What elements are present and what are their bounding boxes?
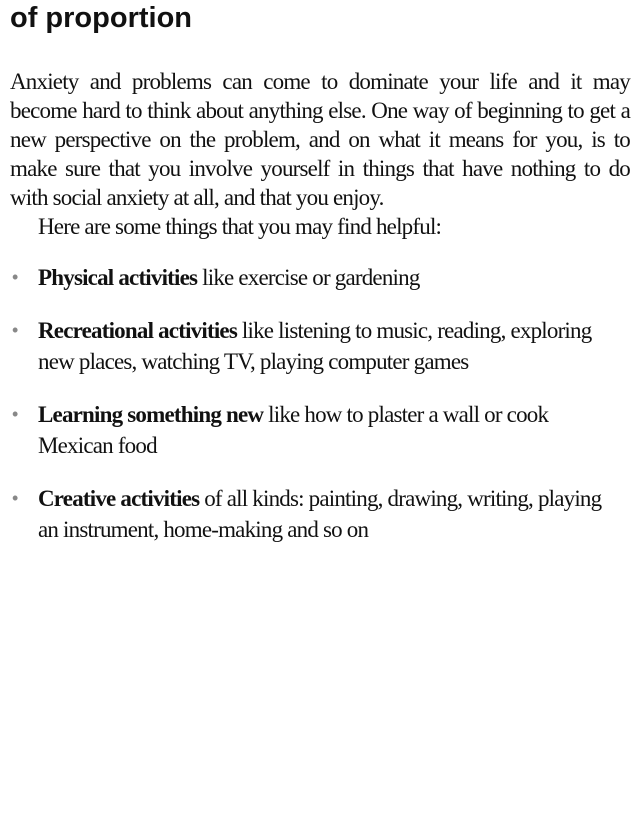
list-item-title: Physical activities [38, 265, 198, 290]
list-item-text: like how to plaster a wall or cook Mexican food [38, 402, 549, 458]
bullet-icon: • [12, 488, 18, 508]
list-item-learning [0, 399, 620, 461]
list-item-physical [0, 262, 620, 293]
section-heading: of proportion [10, 2, 193, 34]
list-item-text: like exercise or gardening [197, 265, 420, 290]
bullet-icon: • [12, 404, 18, 424]
list-item-title: Creative activities [38, 486, 200, 511]
list-item-title: Recreational activities [38, 318, 237, 343]
bullet-icon: • [12, 320, 18, 340]
intro-paragraph: Anxiety and problems can come to dominate your life and it may become hard to think about anything else. One way of beginning to get a new perspective on the problem, and on what it means for you, is to make sure that you involve yourself in things that have nothing to do with social anxiety at all, and that you enjoy. [10, 69, 630, 210]
list-item-text: like listening to music, reading, exploring new places, watching TV, playing computer games [38, 318, 592, 374]
list-lead-in: Here are some things that you may find helpful: [38, 214, 442, 239]
activities-list [0, 262, 620, 567]
list-item-recreational [0, 315, 620, 377]
list-item-text: of all kinds: painting, drawing, writing, playing an instrument, home-making and so on [38, 486, 602, 542]
list-item-title: Learning something new [38, 402, 264, 427]
bullet-icon: • [12, 267, 18, 287]
list-item-creative [0, 483, 620, 545]
